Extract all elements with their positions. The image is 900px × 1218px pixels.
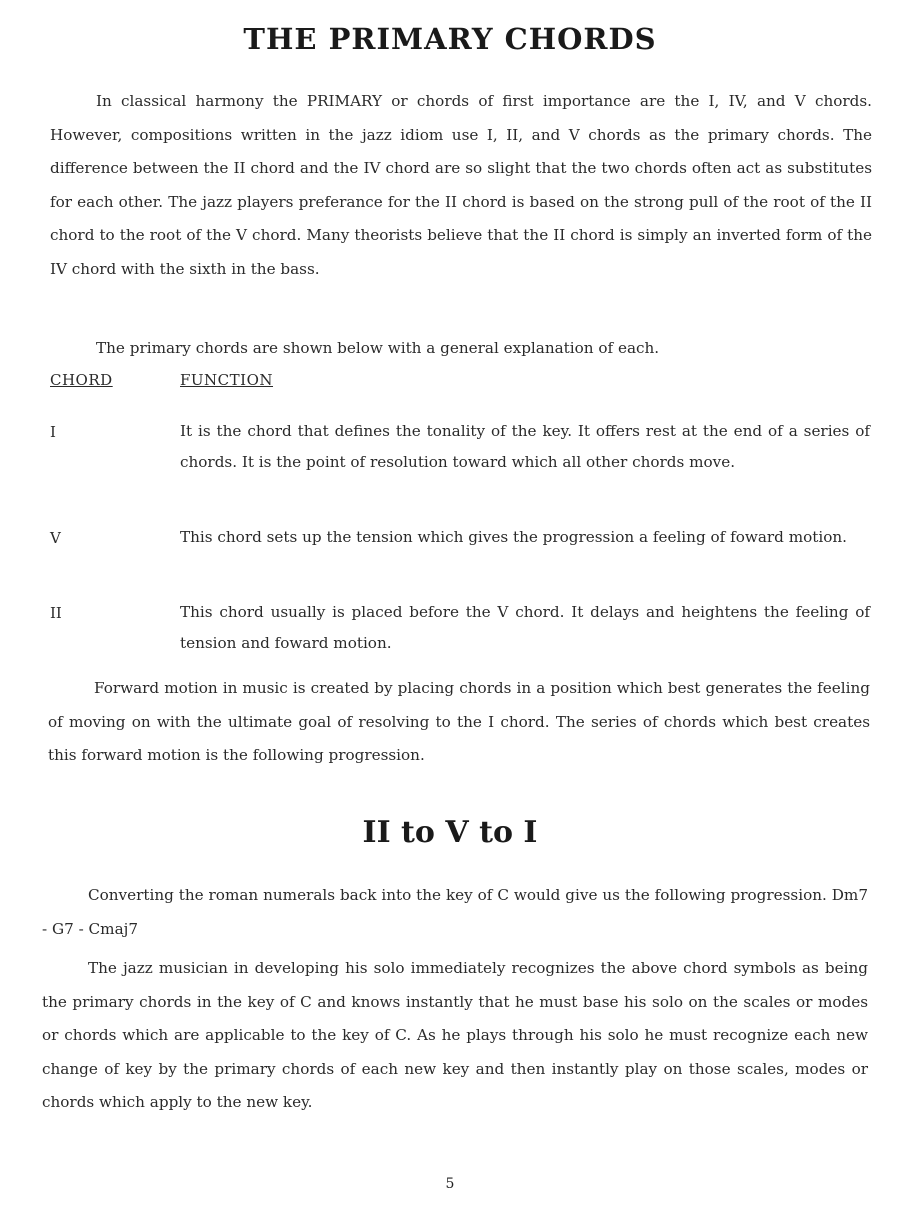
function-column-header: FUNCTION <box>180 371 274 389</box>
chord-label: II <box>50 604 62 622</box>
jazz-musician-paragraph: The jazz musician in developing his solo immediately recognizes the above chord symbols as being the primary chords in the key of C and knows instantly that he must base his solo on the scales or modes or chords which are applicable to the key of C. As he plays through his solo he must recognize each new change of key by the primary chords of each new key and then instantly play on those scales, modes or chords which apply to the new key. <box>42 959 868 1111</box>
forward-motion-paragraph: Forward motion in music is created by placing chords in a position which best generates the feeling of moving on with the ultimate goal of resolving to the I chord. The series of chords which best creates this forward motion is the following progression. <box>48 679 870 764</box>
page-title: THE PRIMARY CHORDS <box>243 22 657 56</box>
chord-function: This chord usually is placed before the V chord. It delays and heightens the feeling of tension and foward motion. <box>180 603 870 652</box>
chord-column-header: CHORD <box>50 371 113 389</box>
page-number: 5 <box>445 1176 455 1192</box>
intro-paragraph: In classical harmony the PRIMARY or chords of first importance are the I, IV, and V chords. However, compositions written in the jazz idiom use I, II, and V chords as the primary chords. The difference between the II chord and the IV chord are so slight that the two chords often act as substitutes for each other. The jazz players preferance for the II chord is based on the strong pull of the root of the II chord to the root of the V chord. Many theorists believe that the II chord is simply an inverted form of the IV chord with the sixth in the bass. <box>50 92 872 278</box>
chord-function: This chord sets up the tension which gives the progression a feeling of foward motion. <box>180 528 847 546</box>
progression-heading: II to V to I <box>362 815 538 850</box>
chord-function: It is the chord that defines the tonality of the key. It offers rest at the end of a series of chords. It is the point of resolution toward which all other chords move. <box>180 422 870 471</box>
conversion-paragraph: Converting the roman numerals back into the key of C would give us the following progression. Dm7 - G7 - Cmaj7 <box>42 886 868 938</box>
chord-label: I <box>50 423 56 441</box>
chord-label: V <box>50 529 61 547</box>
explanation-intro-paragraph: The primary chords are shown below with a general explanation of each. <box>96 339 660 357</box>
